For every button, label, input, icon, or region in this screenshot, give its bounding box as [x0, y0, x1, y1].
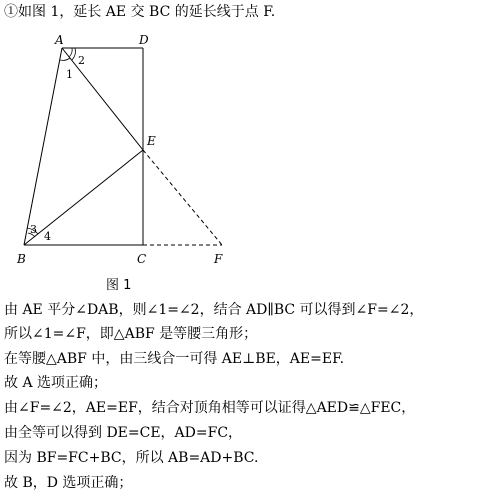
figure-caption: 图 1 — [106, 278, 132, 293]
angle-arc-A-inner — [69, 48, 72, 57]
segment-AE — [62, 48, 143, 150]
proof-line-2: 所以∠1=∠F，即△ABF 是等腰三角形； — [4, 326, 258, 342]
angle-arc-A-left — [60, 58, 70, 60]
angle-label-2: 2 — [78, 54, 85, 67]
point-label-C: C — [137, 252, 147, 266]
segment-EF-dashed — [143, 150, 222, 245]
proof-line-1: 由 AE 平分∠DAB，则∠1=∠2，结合 AD∥BC 可以得到∠F=∠2， — [4, 302, 424, 318]
angle-label-3: 3 — [30, 223, 37, 236]
proof-line-5: 由∠F=∠2，AE=EF，结合对顶角相等可以证得△AED≌△FEC， — [4, 400, 416, 416]
point-label-A: A — [55, 33, 64, 47]
point-label-B: B — [17, 252, 26, 266]
angle-label-1: 1 — [66, 68, 73, 81]
proof-line-4: 故 A 选项正确； — [4, 375, 108, 391]
point-label-F: F — [214, 252, 223, 266]
proof-line-7: 因为 BF=FC+BC，所以 AB=AD+BC. — [4, 450, 259, 466]
point-label-D: D — [139, 33, 149, 47]
segment-AB — [24, 48, 62, 245]
point-label-E: E — [147, 134, 156, 148]
proof-line-8: 故 B，D 选项正确； — [4, 475, 133, 491]
angle-label-4: 4 — [44, 230, 51, 243]
segment-BE — [24, 150, 143, 245]
intro-text: ①如图 1，延长 AE 交 BC 的延长线于点 F. — [4, 4, 276, 20]
proof-line-3: 在等腰△ABF 中，由三线合一可得 AE⊥BE，AE=EF. — [4, 351, 345, 367]
proof-line-6: 由全等可以得到 DE=CE，AD=FC， — [4, 425, 243, 441]
